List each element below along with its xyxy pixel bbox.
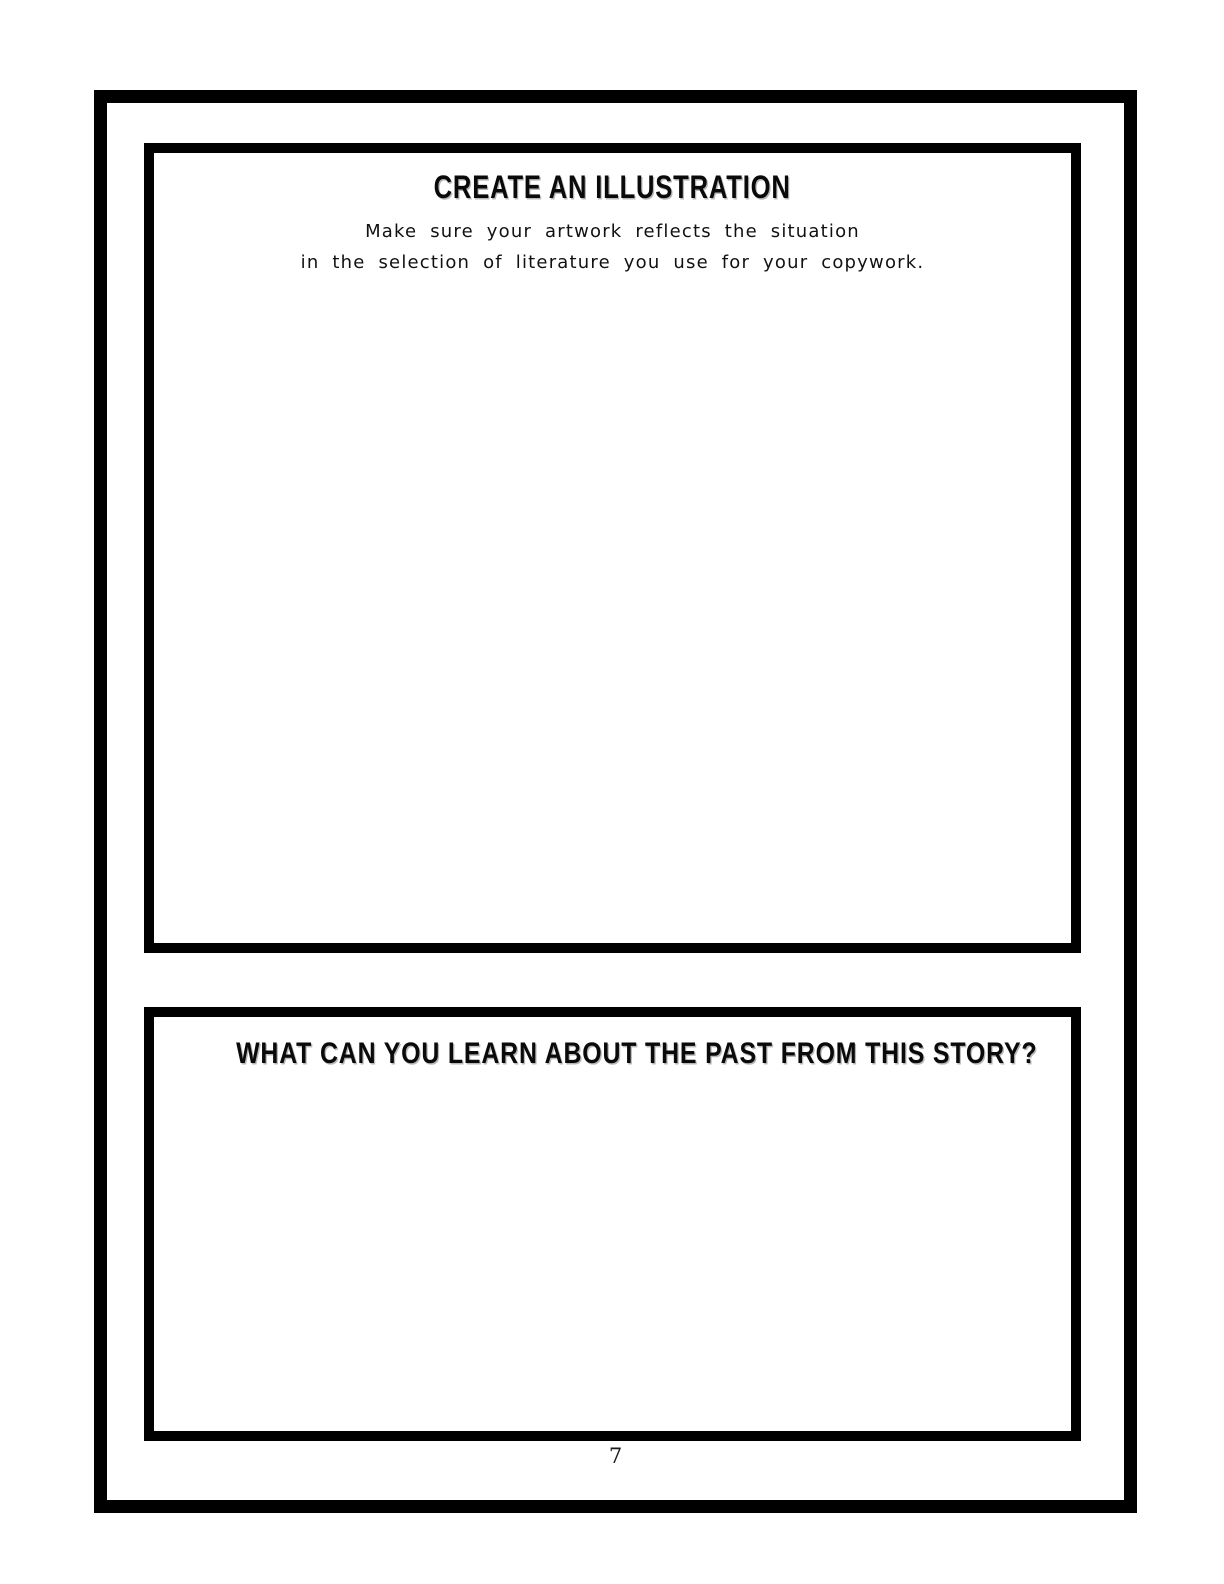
illustration-instructions	[154, 216, 1071, 278]
illustration-title	[154, 153, 1071, 206]
instructions-line-1: Make sure your artwork reflects the situation	[365, 221, 860, 242]
drawing-area	[154, 293, 1071, 943]
question-title	[154, 1017, 1071, 1071]
question-title-text: WHAT CAN YOU LEARN ABOUT THE PAST FROM THIS STORY?	[236, 1037, 1038, 1070]
illustration-title-text: CREATE AN ILLUSTRATION	[433, 169, 791, 205]
instructions-line-2: in the selection of literature you use for your copywork.	[300, 252, 925, 273]
answer-area	[154, 1087, 1071, 1431]
page-number: 7	[608, 1444, 623, 1468]
illustration-section	[144, 143, 1081, 953]
question-section	[144, 1007, 1081, 1441]
